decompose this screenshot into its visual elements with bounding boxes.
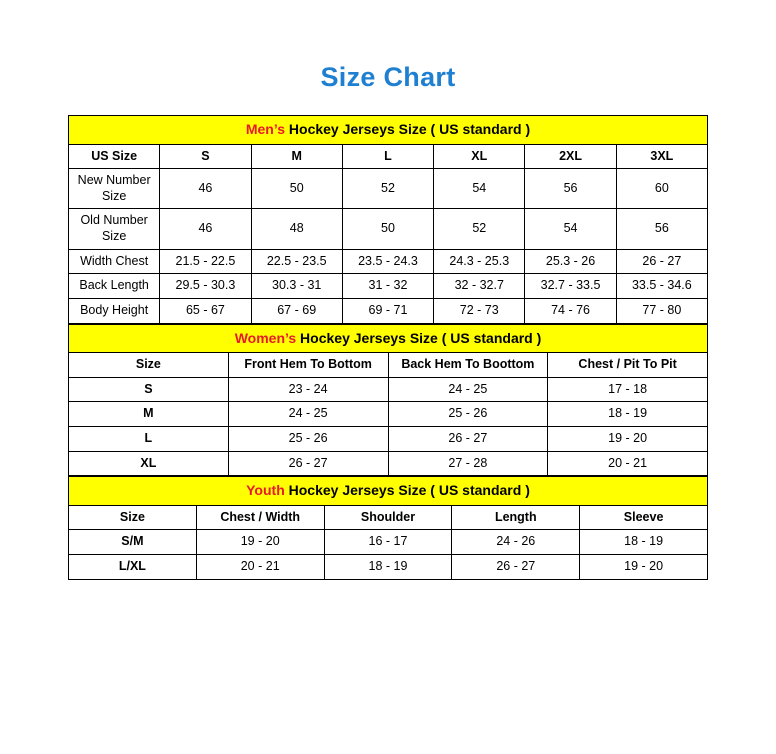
mens-row-3-cell-2: 30.3 - 31	[251, 274, 342, 299]
youth-row-0-label: S/M	[69, 530, 197, 555]
size-chart-page	[0, 62, 776, 754]
mens-row-1-cell-4: 52	[434, 209, 525, 249]
mens-row-2-label: Width Chest	[69, 249, 160, 274]
mens-row-4-cell-4: 72 - 73	[434, 298, 525, 323]
mens-band-highlight: Men’s	[245, 121, 286, 137]
womens-row-2-cell-1: 25 - 26	[228, 426, 388, 451]
womens-row-1-label: M	[69, 402, 229, 427]
youth-size-table	[68, 476, 708, 579]
mens-row-3-cell-6: 33.5 - 34.6	[616, 274, 707, 299]
table-row	[69, 274, 708, 299]
mens-row-1-cell-2: 48	[251, 209, 342, 249]
mens-row-1-label: Old Number Size	[69, 209, 160, 249]
mens-row-0-cell-2: 50	[251, 169, 342, 209]
mens-row-0-cell-5: 56	[525, 169, 616, 209]
mens-row-3-cell-5: 32.7 - 33.5	[525, 274, 616, 299]
womens-row-3-label: XL	[69, 451, 229, 476]
table-header-row	[69, 144, 708, 169]
mens-header-0: US Size	[69, 144, 160, 169]
youth-band-rest: Hockey Jerseys Size ( US standard )	[284, 482, 530, 499]
mens-row-0-cell-3: 52	[342, 169, 433, 209]
womens-row-1-cell-3: 18 - 19	[548, 402, 708, 427]
table-row	[69, 298, 708, 323]
mens-header-2: M	[251, 144, 342, 169]
youth-band-highlight: Youth	[246, 482, 285, 499]
table-header-row	[69, 353, 708, 378]
womens-row-2-cell-2: 26 - 27	[388, 426, 548, 451]
mens-row-4-cell-3: 69 - 71	[342, 298, 433, 323]
table-row	[69, 169, 708, 209]
table-row	[69, 209, 708, 249]
womens-band-label	[69, 324, 708, 353]
womens-band-highlight: Women’s	[234, 329, 297, 346]
youth-row-0-cell-4: 18 - 19	[580, 530, 708, 555]
mens-row-1-cell-3: 50	[342, 209, 433, 249]
table-row	[69, 451, 708, 476]
womens-header-0: Size	[69, 353, 229, 378]
mens-row-2-cell-1: 21.5 - 22.5	[160, 249, 251, 274]
mens-row-4-cell-5: 74 - 76	[525, 298, 616, 323]
table-band-row	[69, 116, 708, 145]
mens-row-2-cell-4: 24.3 - 25.3	[434, 249, 525, 274]
womens-row-0-cell-1: 23 - 24	[228, 377, 388, 402]
mens-row-2-cell-6: 26 - 27	[616, 249, 707, 274]
youth-row-1-cell-4: 19 - 20	[580, 554, 708, 579]
mens-row-2-cell-2: 22.5 - 23.5	[251, 249, 342, 274]
youth-row-1-cell-2: 18 - 19	[324, 554, 452, 579]
mens-header-4: XL	[434, 144, 525, 169]
youth-header-3: Length	[452, 505, 580, 530]
youth-header-1: Chest / Width	[196, 505, 324, 530]
womens-size-table	[68, 324, 708, 477]
mens-row-0-cell-4: 54	[434, 169, 525, 209]
youth-header-2: Shoulder	[324, 505, 452, 530]
mens-header-6: 3XL	[616, 144, 707, 169]
table-row	[69, 530, 708, 555]
mens-row-1-cell-1: 46	[160, 209, 251, 249]
mens-row-3-cell-4: 32 - 32.7	[434, 274, 525, 299]
table-header-row	[69, 505, 708, 530]
youth-row-0-cell-2: 16 - 17	[324, 530, 452, 555]
mens-row-0-label: New Number Size	[69, 169, 160, 209]
mens-band-rest: Hockey Jerseys Size ( US standard )	[285, 121, 531, 137]
mens-row-1-cell-6: 56	[616, 209, 707, 249]
table-row	[69, 554, 708, 579]
table-row	[69, 402, 708, 427]
mens-row-1-cell-5: 54	[525, 209, 616, 249]
mens-band-label	[69, 116, 708, 145]
womens-row-1-cell-2: 25 - 26	[388, 402, 548, 427]
womens-header-3: Chest / Pit To Pit	[548, 353, 708, 378]
mens-row-3-cell-3: 31 - 32	[342, 274, 433, 299]
mens-row-2-cell-3: 23.5 - 24.3	[342, 249, 433, 274]
mens-row-4-cell-2: 67 - 69	[251, 298, 342, 323]
page-title: Size Chart	[320, 62, 456, 92]
mens-row-3-label: Back Length	[69, 274, 160, 299]
womens-row-2-label: L	[69, 426, 229, 451]
womens-row-0-cell-3: 17 - 18	[548, 377, 708, 402]
mens-header-3: L	[342, 144, 433, 169]
mens-header-1: S	[160, 144, 251, 169]
youth-row-1-label: L/XL	[69, 554, 197, 579]
mens-row-4-cell-6: 77 - 80	[616, 298, 707, 323]
mens-size-table	[68, 115, 708, 324]
womens-row-1-cell-1: 24 - 25	[228, 402, 388, 427]
mens-row-4-label: Body Height	[69, 298, 160, 323]
mens-row-0-cell-6: 60	[616, 169, 707, 209]
womens-row-0-cell-2: 24 - 25	[388, 377, 548, 402]
youth-row-1-cell-1: 20 - 21	[196, 554, 324, 579]
size-tables-container	[68, 115, 708, 580]
table-row	[69, 249, 708, 274]
youth-row-0-cell-1: 19 - 20	[196, 530, 324, 555]
youth-header-0: Size	[69, 505, 197, 530]
youth-band-label	[69, 477, 708, 506]
table-row	[69, 426, 708, 451]
womens-band-rest: Hockey Jerseys Size ( US standard )	[296, 329, 542, 346]
table-band-row	[69, 324, 708, 353]
table-band-row	[69, 477, 708, 506]
mens-row-0-cell-1: 46	[160, 169, 251, 209]
womens-row-3-cell-3: 20 - 21	[548, 451, 708, 476]
mens-row-2-cell-5: 25.3 - 26	[525, 249, 616, 274]
youth-row-0-cell-3: 24 - 26	[452, 530, 580, 555]
womens-row-0-label: S	[69, 377, 229, 402]
youth-header-4: Sleeve	[580, 505, 708, 530]
womens-header-2: Back Hem To Boottom	[388, 353, 548, 378]
mens-row-4-cell-1: 65 - 67	[160, 298, 251, 323]
womens-row-3-cell-1: 26 - 27	[228, 451, 388, 476]
womens-row-3-cell-2: 27 - 28	[388, 451, 548, 476]
womens-row-2-cell-3: 19 - 20	[548, 426, 708, 451]
table-row	[69, 377, 708, 402]
youth-row-1-cell-3: 26 - 27	[452, 554, 580, 579]
mens-row-3-cell-1: 29.5 - 30.3	[160, 274, 251, 299]
womens-header-1: Front Hem To Bottom	[228, 353, 388, 378]
mens-header-5: 2XL	[525, 144, 616, 169]
